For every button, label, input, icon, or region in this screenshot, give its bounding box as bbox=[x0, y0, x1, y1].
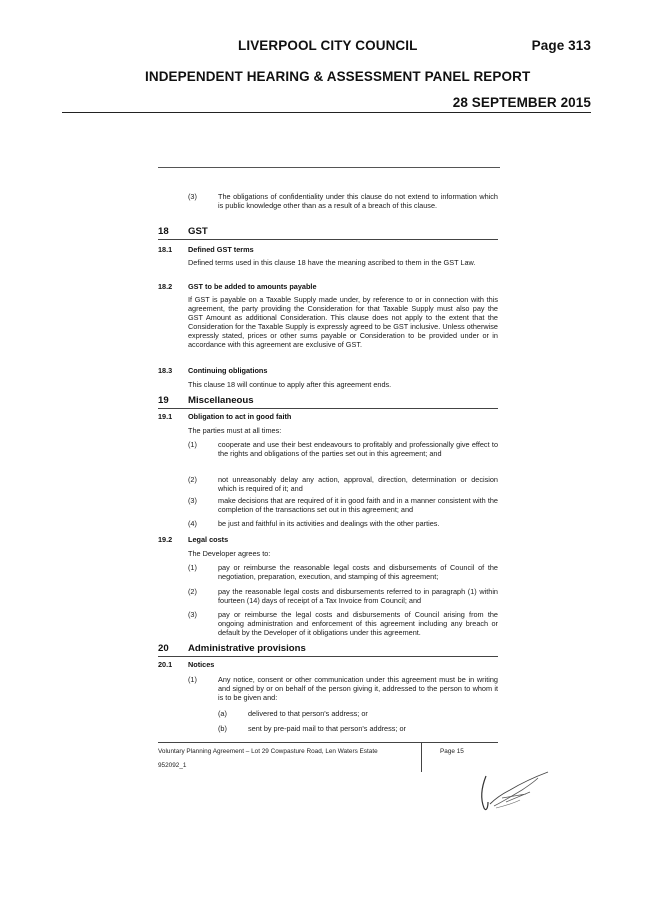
subsection-title: Defined GST terms bbox=[188, 245, 254, 254]
section-title: Administrative provisions bbox=[188, 643, 306, 654]
footer-title: Voluntary Planning Agreement – Lot 29 Cowpasture Road, Len Waters Estate bbox=[158, 748, 378, 755]
subsection-number: 19.2 bbox=[158, 535, 173, 544]
subsection-number: 20.1 bbox=[158, 660, 173, 669]
footer-page-number: Page 15 bbox=[440, 748, 464, 755]
paragraph: The Developer agrees to: bbox=[188, 549, 271, 558]
subsection-number: 18.2 bbox=[158, 282, 173, 291]
document-top-rule bbox=[158, 167, 500, 168]
list-item: pay or reimburse the reasonable legal costs and disbursements of Council of the negotiation, preparation, execution, and stamping of this agreement; bbox=[218, 563, 498, 582]
subsection-title: Obligation to act in good faith bbox=[188, 412, 292, 421]
section-rule bbox=[158, 408, 498, 409]
subsection-number: 18.1 bbox=[158, 245, 173, 254]
header-divider bbox=[62, 112, 591, 113]
footer-rule bbox=[158, 742, 498, 743]
footer-reference: 952092_1 bbox=[158, 762, 187, 769]
subsection-number: 18.3 bbox=[158, 366, 173, 375]
signature-initials-icon bbox=[476, 768, 556, 818]
subsection-title: GST to be added to amounts payable bbox=[188, 282, 317, 291]
list-item: pay or reimburse the legal costs and disbursements of Council arising from the ongoing administration and enforcement of this agreement including any breach or default by the Developer of it obligations under this agreement. bbox=[218, 610, 498, 638]
list-item: not unreasonably delay any action, approval, direction, determination or decision which is required of it; and bbox=[218, 475, 498, 494]
paragraph: This clause 18 will continue to apply after this agreement ends. bbox=[188, 380, 392, 389]
paragraph: The obligations of confidentiality under this clause do not extend to information which is public knowledge other than as a result of a breach of this clause. bbox=[218, 192, 498, 211]
item-number: (b) bbox=[218, 724, 227, 733]
paragraph: Defined terms used in this clause 18 have the meaning ascribed to them in the GST Law. bbox=[188, 258, 476, 267]
item-number: (2) bbox=[188, 587, 197, 596]
subsection-title: Notices bbox=[188, 660, 215, 669]
section-rule bbox=[158, 239, 498, 240]
item-number: (2) bbox=[188, 475, 197, 484]
subsection-number: 19.1 bbox=[158, 412, 173, 421]
report-page-number: Page 313 bbox=[531, 38, 591, 53]
item-number: (3) bbox=[188, 496, 197, 505]
footer-divider bbox=[421, 742, 422, 772]
report-title: INDEPENDENT HEARING & ASSESSMENT PANEL REPORT bbox=[145, 69, 531, 84]
report-date: 28 SEPTEMBER 2015 bbox=[452, 95, 591, 110]
section-title: GST bbox=[188, 226, 208, 237]
section-title: Miscellaneous bbox=[188, 395, 254, 406]
list-item: pay the reasonable legal costs and disbursements referred to in paragraph (1) within fourteen (14) days of receipt of a Tax Invoice from Council; and bbox=[218, 587, 498, 606]
item-number: (a) bbox=[218, 709, 227, 718]
section-rule bbox=[158, 656, 498, 657]
item-number: (1) bbox=[188, 563, 197, 572]
list-item: sent by pre-paid mail to that person's address; or bbox=[248, 724, 406, 733]
item-number: (3) bbox=[188, 192, 197, 201]
section-number: 18 bbox=[158, 226, 169, 237]
subsection-title: Continuing obligations bbox=[188, 366, 268, 375]
list-item: make decisions that are required of it in good faith and in a manner consistent with the completion of the transactions set out in this agreement; and bbox=[218, 496, 498, 515]
item-number: (1) bbox=[188, 440, 197, 449]
paragraph: The parties must at all times: bbox=[188, 426, 282, 435]
paragraph: If GST is payable on a Taxable Supply made under, by reference to or in connection with this agreement, the party providing the Consideration for that Taxable Supply must also pay the GST Amount as additional Consideration. This clause does not apply to the extent that the Consideration for the Taxable Supply is expressly agreed to be GST inclusive. Unless otherwise expressly stated, prices or other sums payable or Consideration to be provided under or in accordance with this agreement are exclusive of GST. bbox=[188, 295, 498, 350]
subsection-title: Legal costs bbox=[188, 535, 229, 544]
item-number: (3) bbox=[188, 610, 197, 619]
section-number: 19 bbox=[158, 395, 169, 406]
list-item: delivered to that person's address; or bbox=[248, 709, 368, 718]
council-name: LIVERPOOL CITY COUNCIL bbox=[238, 38, 418, 53]
list-item: be just and faithful in its activities and dealings with the other parties. bbox=[218, 519, 440, 528]
section-number: 20 bbox=[158, 643, 169, 654]
list-item: Any notice, consent or other communication under this agreement must be in writing and signed by or on behalf of the person giving it, addressed to the person to whom it is to be given and: bbox=[218, 675, 498, 703]
list-item: cooperate and use their best endeavours to profitably and professionally give effect to the rights and obligations of the parties set out in this agreement; and bbox=[218, 440, 498, 459]
item-number: (1) bbox=[188, 675, 197, 684]
item-number: (4) bbox=[188, 519, 197, 528]
